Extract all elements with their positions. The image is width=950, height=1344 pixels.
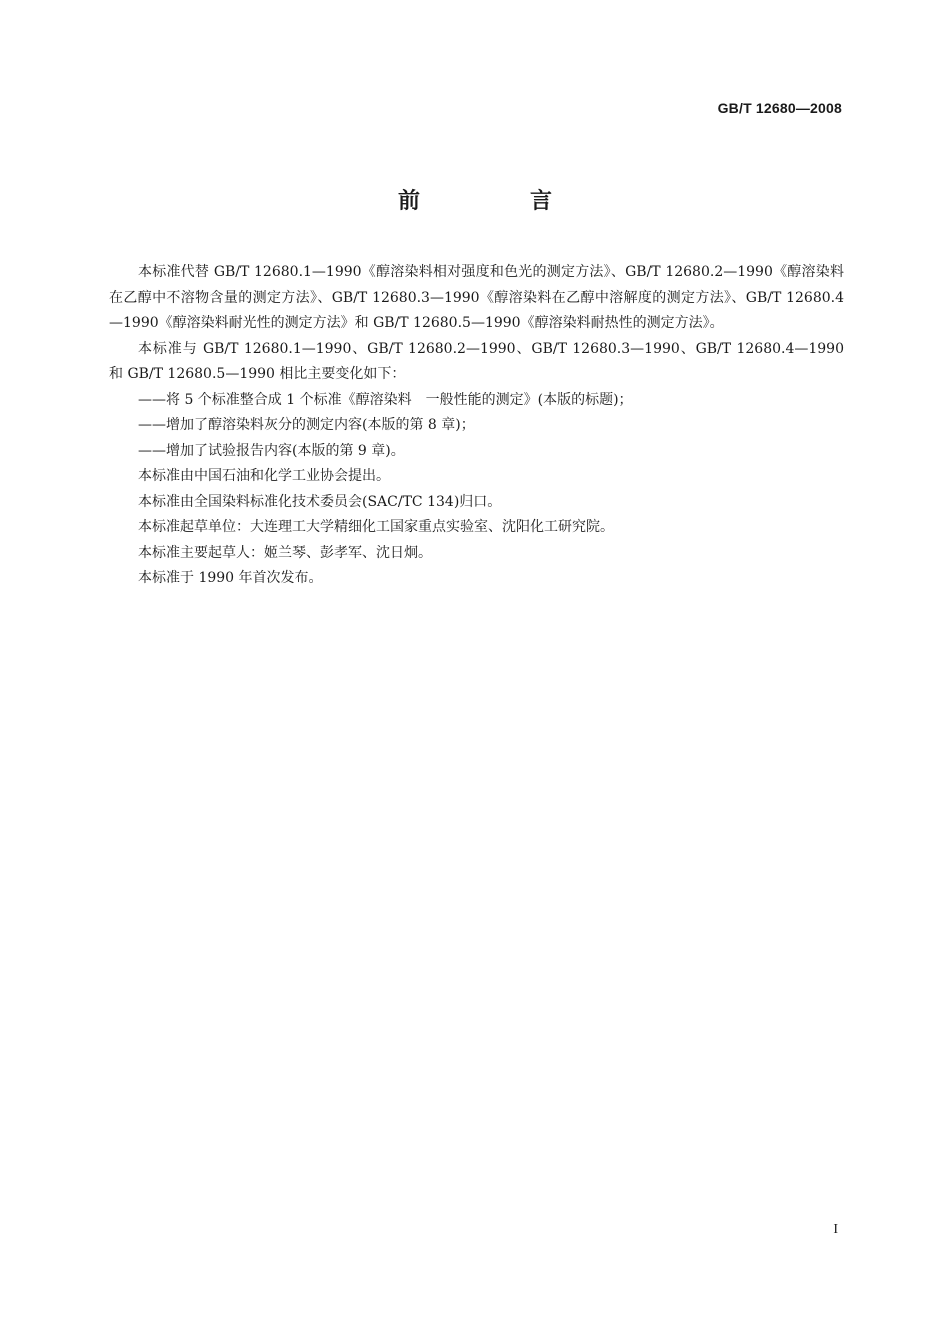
page-number: I bbox=[833, 1222, 838, 1237]
paragraph-proposed-by: 本标准由中国石油和化学工业协会提出。 bbox=[138, 468, 390, 484]
list-item-change-1: ——将 5 个标准整合成 1 个标准《醇溶染料 一般性能的测定》(本版的标题)； bbox=[138, 391, 633, 408]
paragraph-drafters: 本标准主要起草人：姬兰琴、彭孝军、沈日炯。 bbox=[138, 544, 432, 561]
paragraph-drafting-units: 本标准起草单位：大连理工大学精细化工国家重点实验室、沈阳化工研究院。 bbox=[138, 519, 614, 535]
list-item-change-2: ——增加了醇溶染料灰分的测定内容(本版的第 8 章)； bbox=[138, 417, 475, 433]
paragraph-changes-intro: 本标准与 GB/T 12680.1—1990、GB/T 12680.2—1990、GB/T 12680.3—1990、GB/T 12680.4—1990 和 GB/T 12680.5—1990 相比主要变化如下： bbox=[109, 340, 844, 382]
paragraph-replacement: 本标准代替 GB/T 12680.1—1990《醇溶染料相对强度和色光的测定方法》、GB/T 12680.2—1990《醇溶染料在乙醇中不溶物含量的测定方法》、GB/T 12680.3—1990《醇溶染料在乙醇中溶解度的测定方法》、GB/T 12680.4—1990《醇溶染料耐光性的测定方法》和 GB/T 12680.5—1990《醇溶染料耐热性的测定方法》。 bbox=[109, 264, 844, 331]
paragraph-centralized-by: 本标准由全国染料标准化技术委员会(SAC/TC 134)归口。 bbox=[138, 493, 502, 510]
standard-code: GB/T 12680—2008 bbox=[717, 100, 842, 116]
list-item-change-3: ——增加了试验报告内容(本版的第 9 章)。 bbox=[138, 442, 405, 459]
foreword-body bbox=[109, 260, 844, 592]
page-title: 前 言 bbox=[397, 189, 596, 214]
paragraph-first-issued: 本标准于 1990 年首次发布。 bbox=[138, 570, 323, 586]
